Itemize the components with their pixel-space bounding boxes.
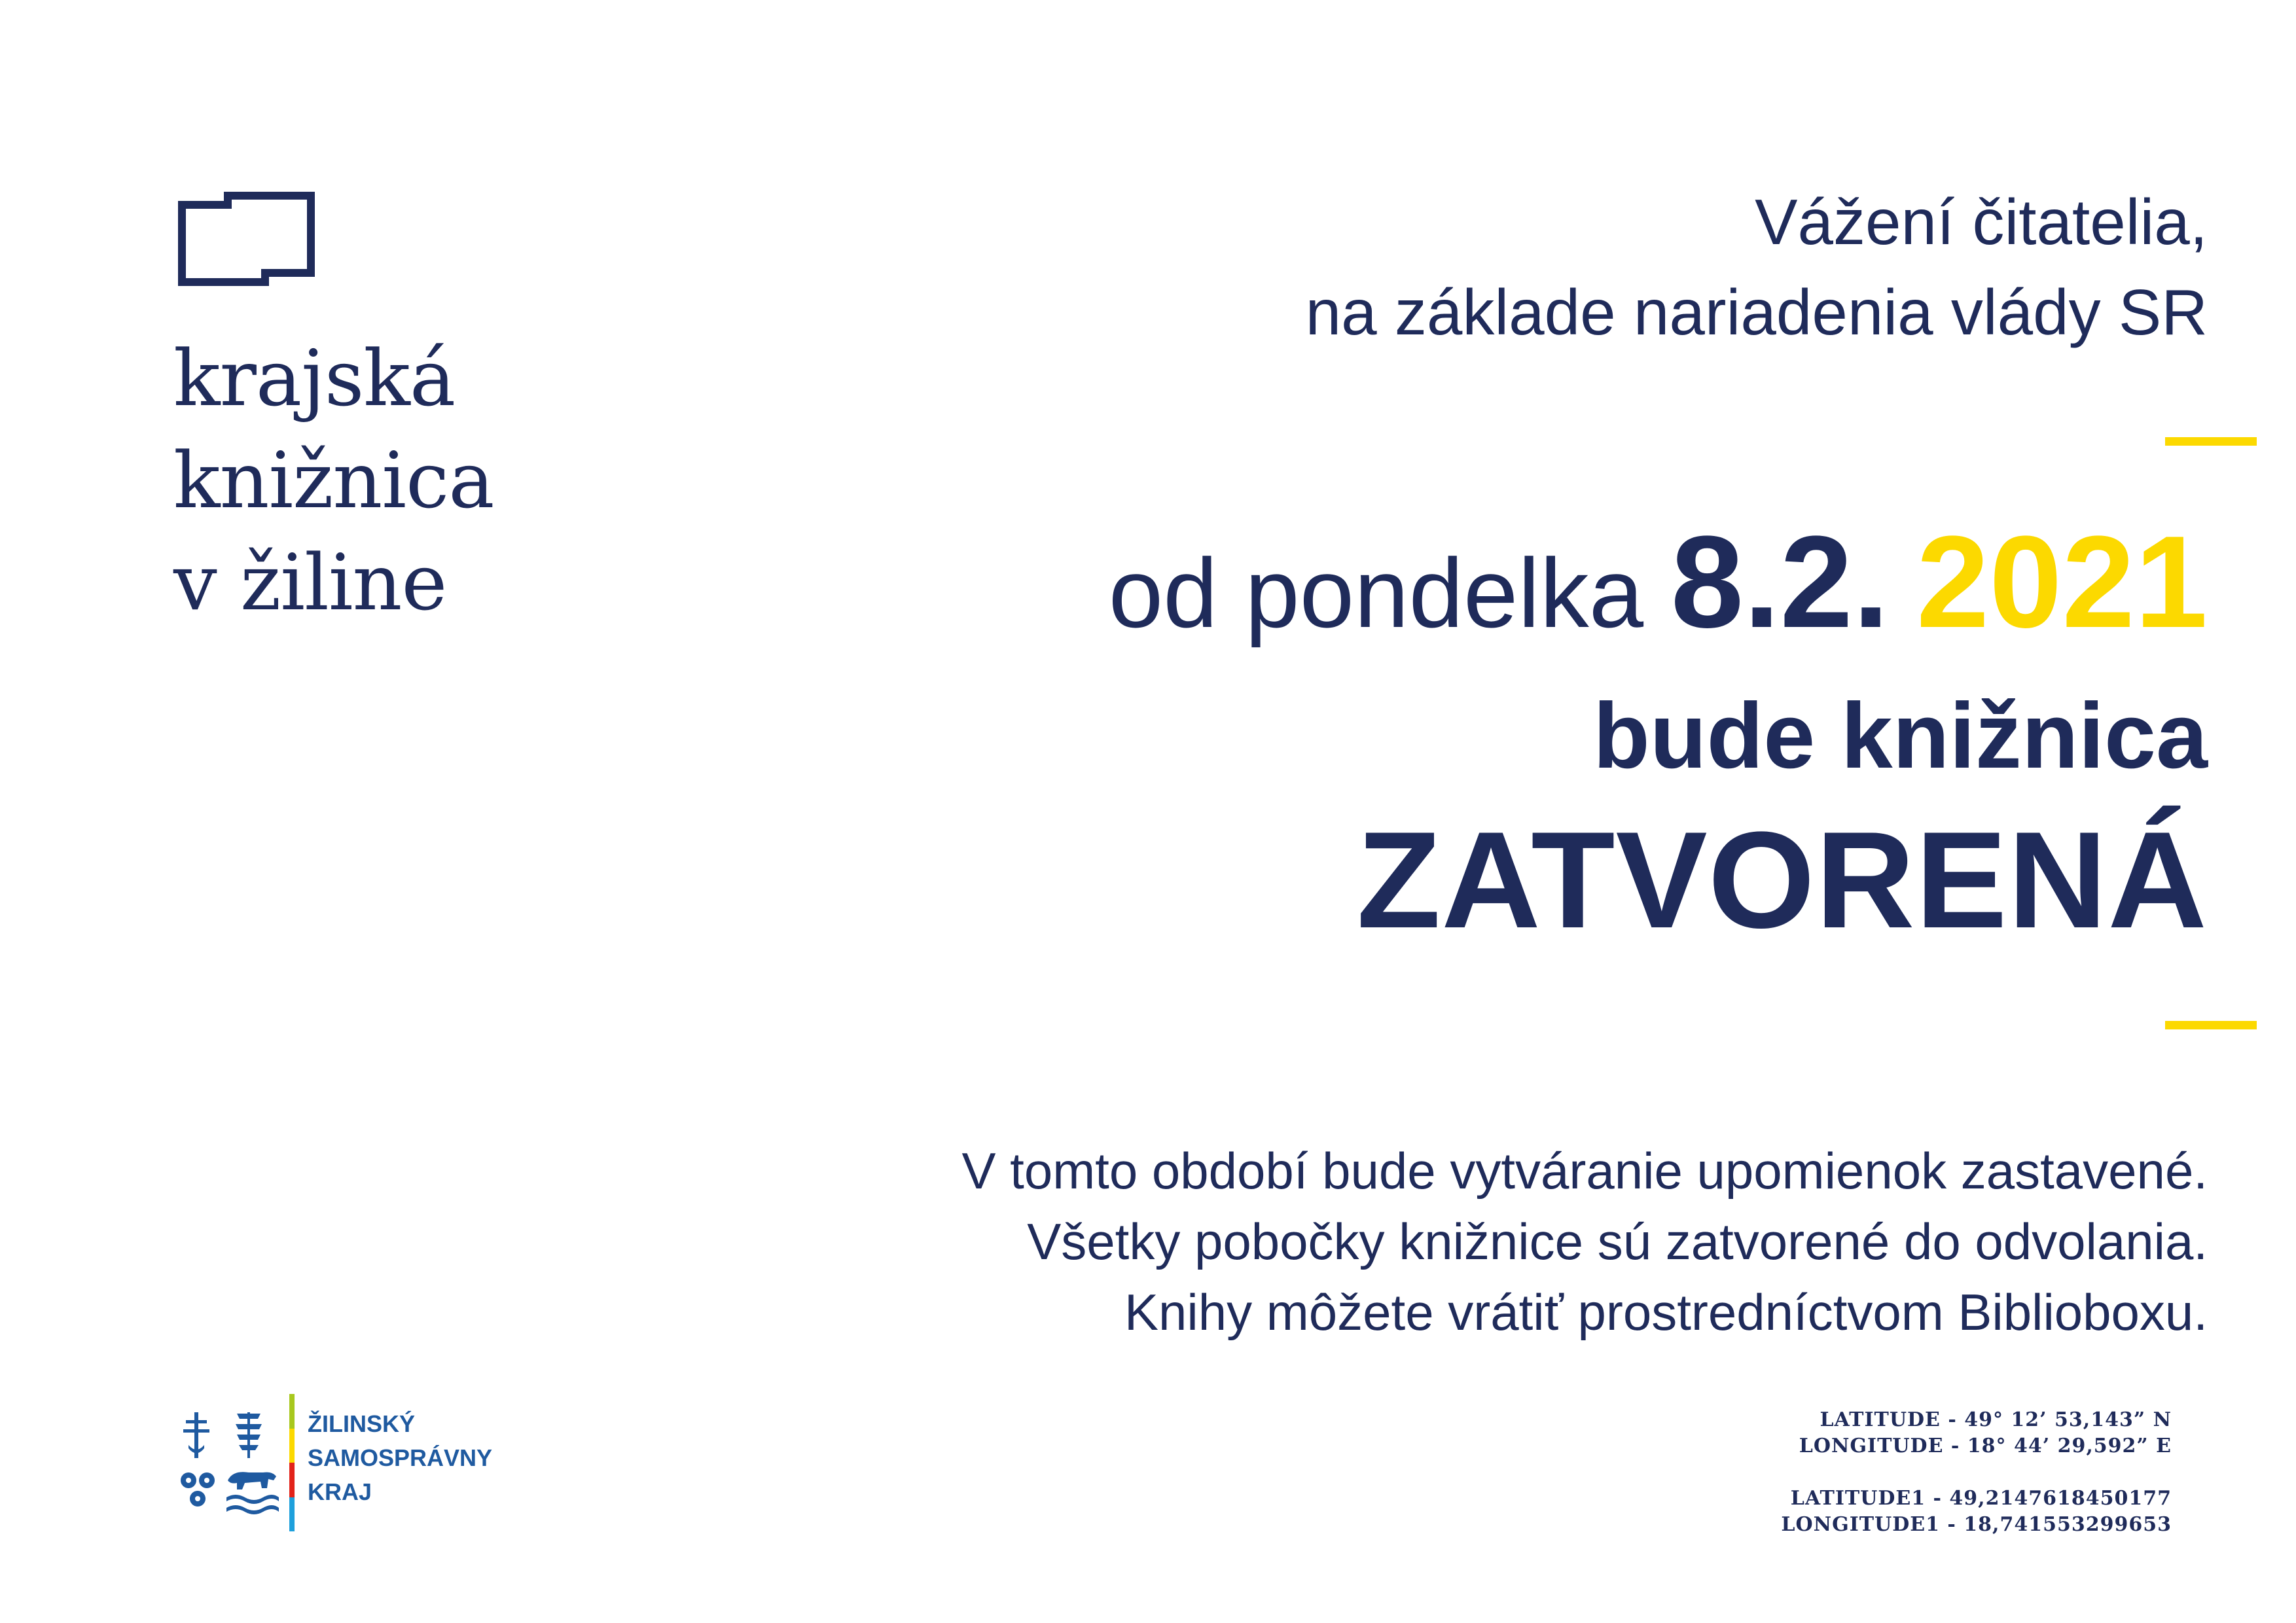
- library-name-line: v žiline: [173, 537, 447, 628]
- notice-date: 8.2.: [1670, 509, 1890, 655]
- library-name-line: krajská: [173, 333, 456, 423]
- coat-of-arms-icon: [177, 1407, 281, 1522]
- greeting-line: Vážení čitatelia,: [1755, 186, 2208, 258]
- notice-year: 2021: [1916, 509, 2208, 655]
- region-name-line: KRAJ: [308, 1478, 372, 1505]
- accent-divider-top: [2165, 437, 2257, 446]
- longitude: LONGITUDE - 18° 44’ 29,592” E: [1799, 1435, 2172, 1457]
- notice-date-line: [1108, 509, 2208, 658]
- library-name-line: knižnica: [173, 435, 494, 526]
- library-logo-icon: [177, 187, 317, 291]
- region-name: [308, 1407, 492, 1509]
- region-name-line: SAMOSPRÁVNY: [308, 1444, 493, 1471]
- region-color-bar: [289, 1394, 295, 1531]
- info-paragraph: [961, 1135, 2208, 1347]
- greeting-line: na základe nariadenia vlády SR: [1305, 276, 2208, 348]
- notice-prefix: od pondelka: [1108, 538, 1644, 648]
- greeting: [1306, 177, 2208, 357]
- region-name-line: ŽILINSKÝ: [308, 1410, 416, 1437]
- notice-status-closed: ZATVORENÁ: [1356, 803, 2208, 957]
- info-line: Knihy môžete vrátiť prostredníctvom Biblioboxu.: [1124, 1283, 2208, 1341]
- latitude: LATITUDE - 49° 12’ 53,143” N: [1820, 1408, 2172, 1431]
- longitude-decimal: LONGITUDE1 - 18,741553299653: [1781, 1513, 2172, 1536]
- library-name: [173, 327, 494, 633]
- coordinates: [1781, 1407, 2172, 1538]
- accent-divider-bottom: [2165, 1021, 2257, 1029]
- notice-status-line: bude knižnica: [1593, 684, 2208, 788]
- info-line: Všetky pobočky knižnice sú zatvorené do odvolania.: [1027, 1213, 2208, 1270]
- info-line: V tomto období bude vytváranie upomienok zastavené.: [961, 1142, 2208, 1200]
- latitude-decimal: LATITUDE1 - 49,2147618450177: [1790, 1487, 2172, 1510]
